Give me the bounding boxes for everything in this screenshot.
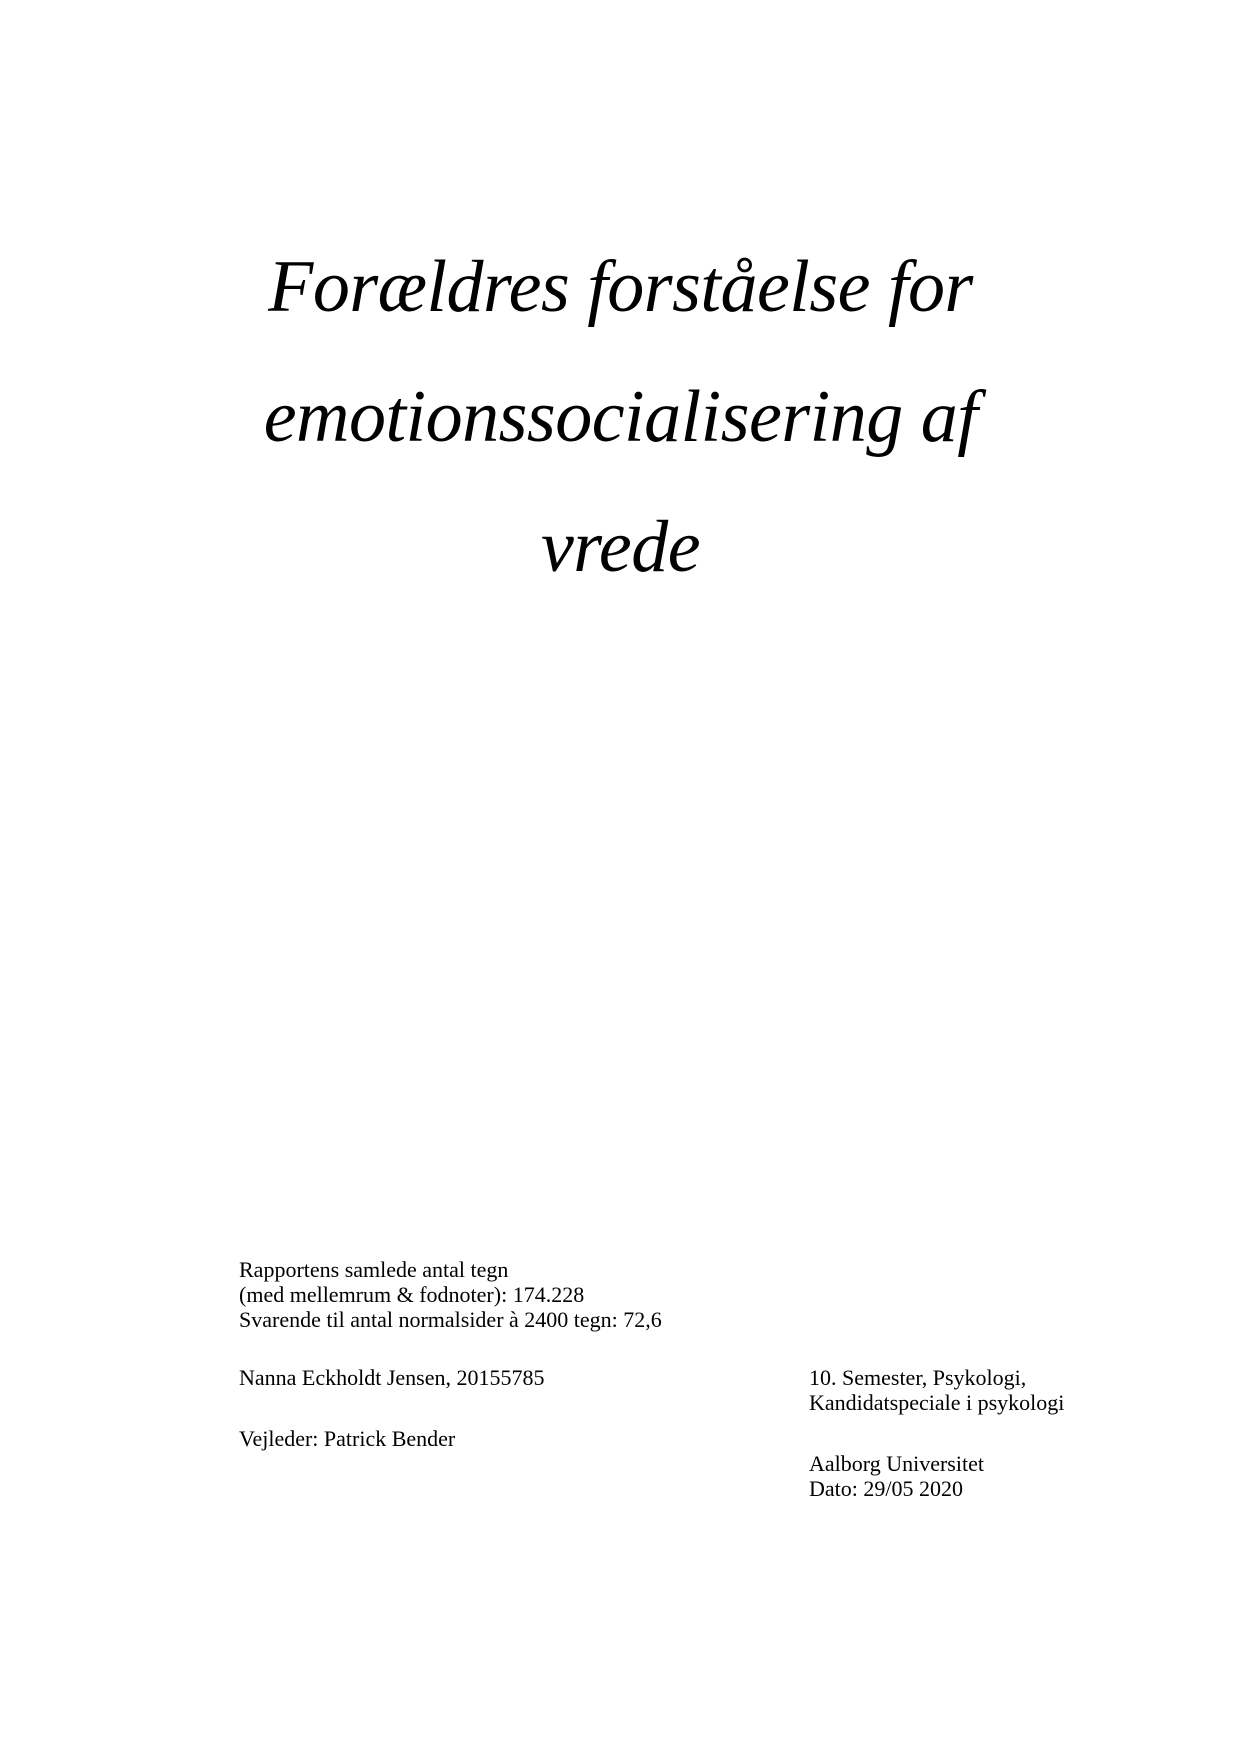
course-line-1: 10. Semester, Psykologi, bbox=[809, 1365, 1027, 1390]
course-block bbox=[809, 1365, 1064, 1415]
author-name: Nanna Eckholdt Jensen, 20155785 bbox=[239, 1365, 545, 1390]
submission-date: Dato: 29/05 2020 bbox=[809, 1476, 963, 1501]
stats-line-2: (med mellemrum & fodnoter): 174.228 bbox=[239, 1282, 585, 1307]
supervisor-name: Vejleder: Patrick Bender bbox=[239, 1426, 456, 1451]
stats-line-3: Svarende til antal normalsider à 2400 tegn: 72,6 bbox=[239, 1307, 662, 1332]
stats-line-1: Rapportens samlede antal tegn bbox=[239, 1257, 509, 1282]
title-line-1: Forældres forståelse for bbox=[268, 246, 973, 328]
title-line-2: emotionssocialisering af bbox=[263, 376, 978, 458]
course-line-2: Kandidatspeciale i psykologi bbox=[809, 1390, 1065, 1415]
title-line-3: vrede bbox=[540, 506, 701, 588]
character-count-block bbox=[239, 1257, 662, 1332]
author-block bbox=[239, 1365, 545, 1390]
institution-block bbox=[809, 1451, 984, 1501]
document-title bbox=[0, 222, 1241, 612]
institution-name: Aalborg Universitet bbox=[809, 1451, 984, 1476]
supervisor-block bbox=[239, 1426, 455, 1451]
